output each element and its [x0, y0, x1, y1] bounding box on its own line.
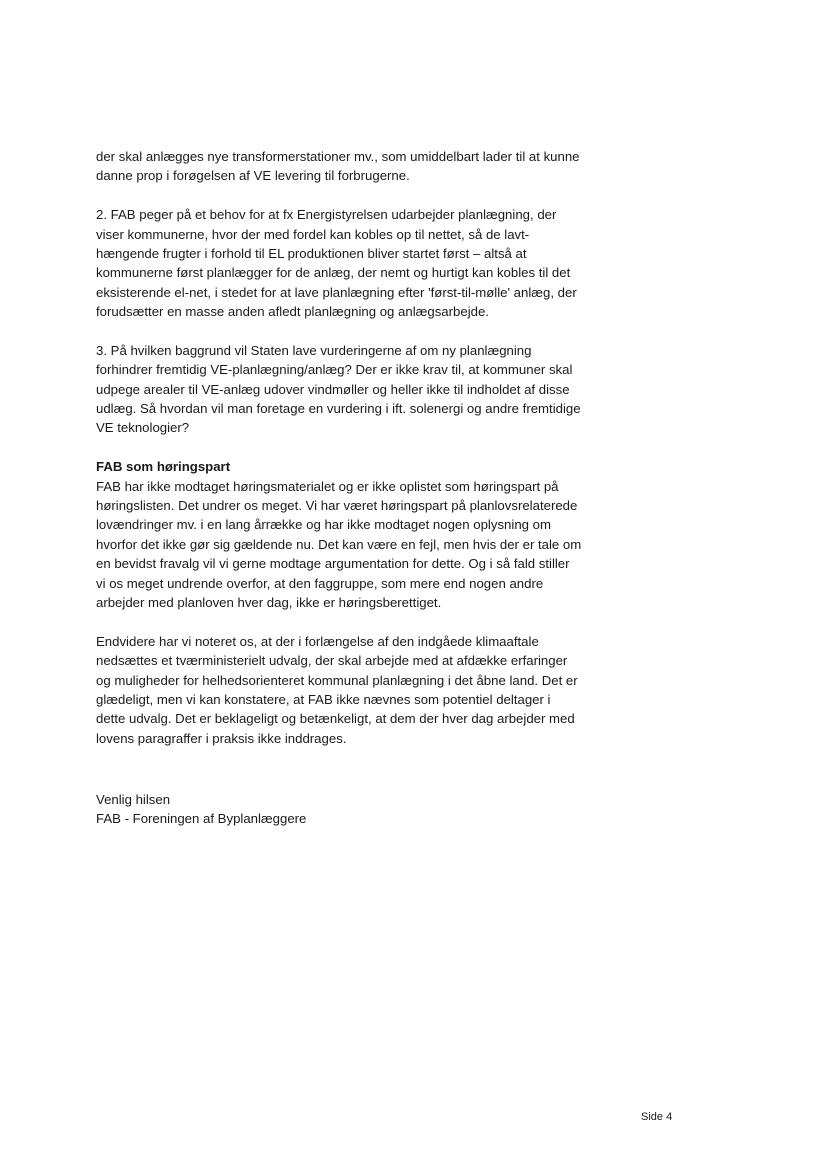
paragraph	[96, 147, 696, 186]
text-line: arbejder med planloven hver dag, ikke er høringsberettiget.	[96, 594, 442, 610]
text-line: kommunerne først planlægger for de anlæg, der nemt og hurtigt kan kobles til det	[96, 265, 571, 281]
text-line: forhindrer fremtidig VE-planlægning/anlæg? Der er ikke krav til, at kommuner skal	[96, 362, 573, 378]
text-line: hængende frugter i forhold til EL produktionen bliver startet først – altså at	[96, 245, 527, 261]
text-line: lovændringer mv. i en lang årrække og har ikke modtaget nogen oplysning om	[96, 517, 551, 533]
text-line: udpege arealer til VE-anlæg udover vindmøller og heller ikke til indholdet af disse	[96, 381, 570, 397]
paragraph	[96, 632, 696, 748]
signoff-sender: FAB - Foreningen af Byplanlæggere	[96, 811, 307, 827]
signoff-block	[96, 790, 596, 829]
text-line: Endvidere har vi noteret os, at der i forlængelse af den indgåede klimaaftale	[96, 633, 539, 649]
page-number: Side 4	[641, 1111, 673, 1123]
section-heading: FAB som høringspart	[96, 459, 231, 475]
text-line: viser kommunerne, hvor der med fordel kan kobles op til nettet, så de lavt-	[96, 226, 530, 242]
signoff-greeting: Venlig hilsen	[96, 792, 171, 807]
text-line: udlæg. Så hvordan vil man foretage en vurdering i ift. solenergi og andre fremtidige	[96, 401, 581, 417]
letter-body	[96, 147, 696, 768]
text-line: en bevidst fravalg vil vi gerne modtage argumentation for dette. Og i så fald stiller	[96, 556, 570, 572]
text-line: dette udvalg. Det er beklageligt og betænkeligt, at dem der hver dag arbejder med	[96, 711, 575, 727]
paragraph	[96, 341, 696, 438]
text-line: FAB har ikke modtaget høringsmaterialet og er ikke oplistet som høringspart på	[96, 478, 559, 494]
text-line: der skal anlægges nye transformerstationer mv., som umiddelbart lader til at kunne	[96, 149, 580, 164]
text-line: 2. FAB peger på et behov for at fx Energistyrelsen udarbejder planlægning, der	[96, 207, 557, 223]
text-line: VE teknologier?	[96, 420, 190, 436]
paragraph	[96, 457, 696, 612]
text-line: 3. På hvilken baggrund vil Staten lave vurderingerne af om ny planlægning	[96, 342, 532, 358]
text-line: og muligheder for helhedsorienteret kommunal planlægning i det åbne land. Det er	[96, 672, 578, 688]
text-line: vi os meget undrende overfor, at den faggruppe, som mere end nogen andre	[96, 575, 544, 591]
text-line: lovens paragraffer i praksis ikke inddrages.	[96, 730, 347, 746]
text-line: glædeligt, men vi kan konstatere, at FAB ikke nævnes som potentiel deltager i	[96, 691, 551, 707]
text-line: hvorfor det ikke gør sig gældende nu. Det kan være en fejl, men hvis der er tale om	[96, 536, 582, 552]
text-line: høringslisten. Det undrer os meget. Vi har været høringspart på planlovsrelaterede	[96, 498, 578, 514]
paragraph	[96, 205, 696, 321]
text-line: danne prop i forøgelsen af VE levering til forbrugerne.	[96, 168, 410, 184]
text-line: eksisterende el-net, i stedet for at lave planlægning efter 'først-til-mølle' anlæg, der	[96, 284, 577, 300]
text-line: nedsættes et tværministerielt udvalg, der skal arbejde med at afdække erfaringer	[96, 653, 568, 669]
text-line: forudsætter en masse anden afledt planlægning og anlægsarbejde.	[96, 304, 489, 320]
